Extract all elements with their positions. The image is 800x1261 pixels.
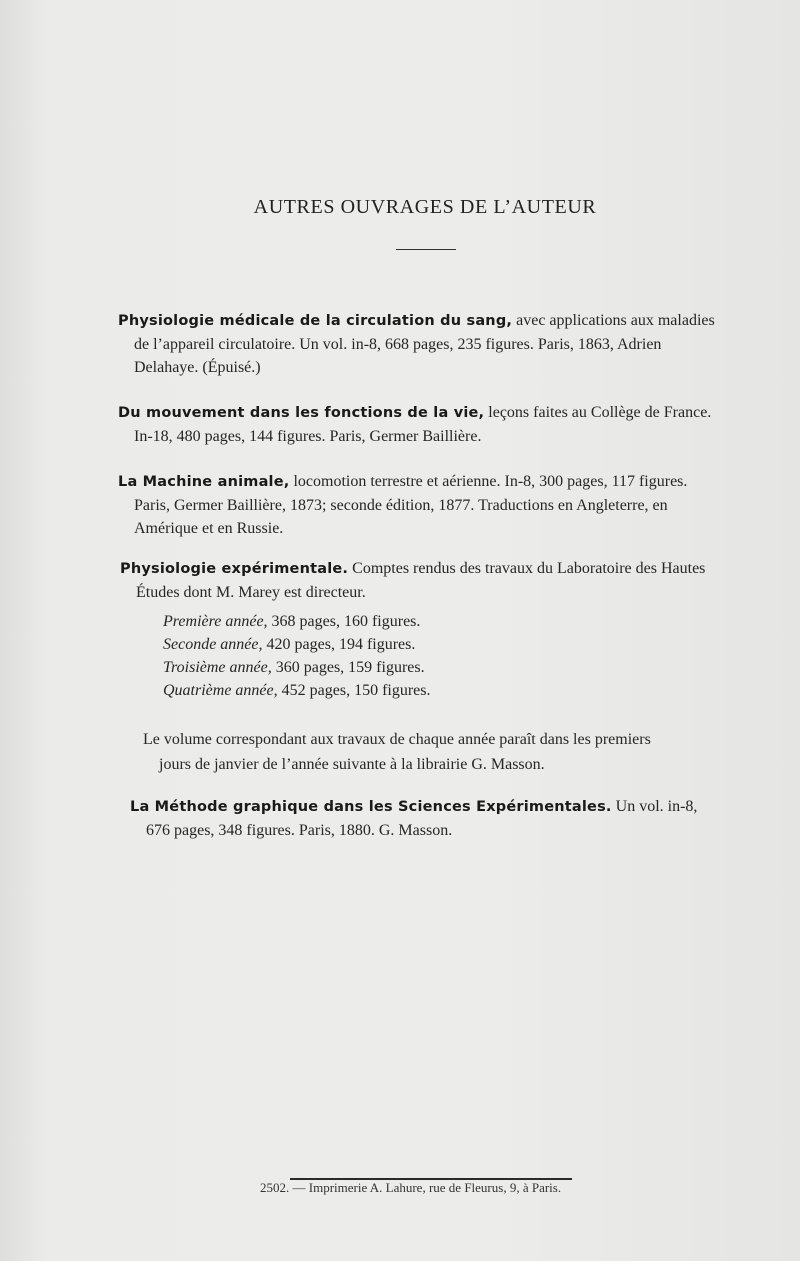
entry-text: Amérique et en Russie. — [134, 520, 284, 537]
entry-first-line — [130, 795, 697, 819]
note-line: jours de janvier de l’année suivante à la librairie G. Masson. — [159, 756, 545, 773]
printer-imprint: 2502. — Imprimerie A. Lahure, rue de Fleurus, 9, à Paris. — [260, 1180, 562, 1195]
entry-first-line — [118, 309, 715, 333]
entry-title: Physiologie médicale de la circulation du sang, — [118, 313, 513, 329]
entry-first-line — [118, 470, 687, 494]
entry-title: La Méthode graphique dans les Sciences Expérimentales. — [130, 799, 612, 815]
entry-physiologie-experimentale — [120, 557, 705, 604]
list-item — [163, 633, 431, 656]
list-item — [163, 656, 431, 679]
entry-first-line — [118, 401, 711, 425]
title-rule — [396, 249, 456, 250]
entry-text: de l’appareil circulatoire. Un vol. in-8, 668 pages, 235 figures. Paris, 1863, Adrien — [134, 336, 662, 353]
entry-mouvement — [118, 401, 711, 448]
entry-methode-graphique — [130, 795, 697, 842]
entry-text: 676 pages, 348 figures. Paris, 1880. G. Masson. — [146, 822, 453, 839]
volume-detail: 420 pages, 194 figures. — [262, 636, 416, 653]
page-title: AUTRES OUVRAGES DE L’AUTEUR — [253, 196, 597, 218]
entry-title: La Machine animale, — [118, 474, 290, 490]
publication-note — [143, 727, 651, 777]
entry-text: leçons faites au Collège de France. — [484, 404, 712, 421]
entry-text: avec applications aux maladies — [512, 312, 715, 329]
annual-volumes-list — [163, 610, 431, 702]
entry-text: locomotion terrestre et aérienne. In-8, 300 pages, 117 figures. — [289, 473, 688, 490]
entry-text: Études dont M. Marey est directeur. — [136, 584, 366, 601]
list-item — [163, 679, 431, 702]
volume-year: Seconde année, — [163, 636, 263, 653]
volume-year: Quatrième année, — [163, 682, 278, 699]
list-item — [163, 610, 431, 633]
volume-year: Troisième année, — [163, 659, 272, 676]
entry-circulation — [118, 309, 715, 379]
entry-text: Comptes rendus des travaux du Laboratoire des Hautes — [348, 560, 706, 577]
entry-title: Physiologie expérimentale. — [120, 561, 349, 577]
entry-title: Du mouvement dans les fonctions de la vie, — [118, 405, 485, 421]
entry-machine-animale — [118, 470, 687, 540]
volume-detail: 452 pages, 150 figures. — [277, 682, 431, 699]
entry-text: Un vol. in-8, — [611, 798, 698, 815]
entry-text: In-18, 480 pages, 144 figures. Paris, Germer Baillière. — [134, 428, 482, 445]
volume-detail: 368 pages, 160 figures. — [267, 613, 421, 630]
volume-year: Première année, — [163, 613, 268, 630]
entry-text: Delahaye. (Épuisé.) — [134, 359, 261, 376]
entry-first-line — [120, 557, 705, 581]
entry-text: Paris, Germer Baillière, 1873; seconde édition, 1877. Traductions en Angleterre, en — [134, 497, 668, 514]
note-line: Le volume correspondant aux travaux de chaque année paraît dans les premiers — [143, 731, 651, 748]
volume-detail: 360 pages, 159 figures. — [271, 659, 425, 676]
